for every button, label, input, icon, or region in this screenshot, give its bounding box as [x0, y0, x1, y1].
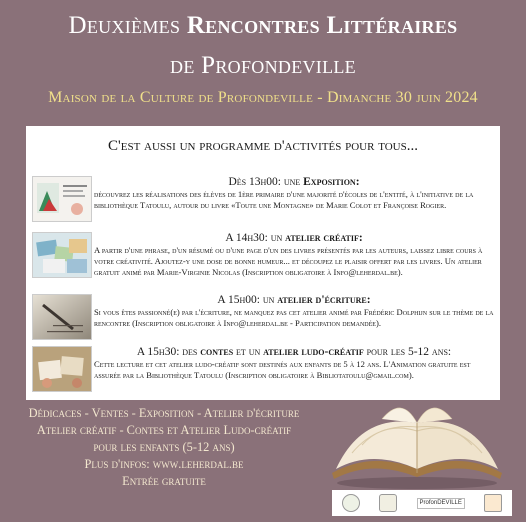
sponsor-logos [332, 490, 512, 516]
title-line-1 [0, 10, 526, 42]
activity-writing-description: Si vous êtes passionné(e) par l'écriture, ne manquez pas cet atelier animé par Frédéric Dolphijn sur le thème de la rencontre (Inscription obligatoire à Info@leherdal.be - Participation demandée). [94, 307, 494, 328]
sponsor-crest-icon [379, 494, 397, 512]
event-subtitle: Maison de la Culture de Profondeville - Dimanche 30 juin 2024 [48, 89, 478, 106]
program-panel [26, 126, 500, 400]
sponsor-seal-icon [342, 494, 360, 512]
writing-workshop-photo-icon [32, 294, 92, 340]
title-deuxiemes: Deuxièmes [68, 12, 181, 39]
activity-writing-title: A 15h00: un atelier d'écriture: [217, 294, 371, 306]
open-book-icon [322, 393, 512, 491]
activity-exposition-description: découvrez les réalisations des élèves de 1ère primaire d'une majorité d'écoles de l'entité, à l'initiative de la bibliothèque Tatoulu, autour du livre «Toute une Montagne» de Marie Colot et Françoise Rogier. [94, 189, 474, 210]
title-line-2: de Profondeville [170, 52, 356, 79]
sponsor-logo-profondeville: ProfonDEVILLE [417, 498, 465, 509]
title-rencontres: Rencontres Littéraires [186, 12, 458, 39]
footer-line-5: Entrée gratuite [122, 474, 206, 488]
footer-line-2: Atelier créatif - Contes et Atelier Ludo-créatif [36, 423, 292, 437]
activity-creative-title: A 14h30: un atelier créatif: [225, 232, 363, 244]
activity-creative-description: A partir d'une phrase, d'un résumé ou d'une page d'un des livres présentés par les auteurs, laissez libre cours à votre créativité. Ajoutez-y une dose de bonne humeur... et découpez le plaisir offert par les livres. Un atelier gratuit animé par Marie-Virginie Nicolas (Inscription obligatoire à Info@leherdal.be). [94, 245, 483, 277]
sponsor-federation-icon [484, 494, 502, 512]
activity-creative-workshop [32, 232, 496, 280]
storytelling-photo-icon [32, 346, 92, 392]
footer-line-1: Dédicaces - Ventes - Exposition - Atelier d'écriture [28, 406, 300, 420]
event-title [0, 10, 526, 82]
exhibition-photo-icon [32, 176, 92, 222]
footer-line-4: Plus d'infos: www.leherdal.be [84, 457, 244, 471]
activity-exposition [32, 176, 496, 224]
activity-contes [32, 346, 496, 394]
program-heading: C'est aussi un programme d'activités pour tous... [108, 138, 418, 154]
footer-line-3: pour les enfants (5-12 ans) [93, 440, 235, 454]
activity-contes-description: Cette lecture et cet atelier ludo-créatif sont destinés aux enfants de 5 à 12 ans. L'Animation gratuite est assurée par la Bibliothèque Tatoulu (Inscription obligatoire à Bibliotatoulu@gmail.com). [94, 359, 471, 380]
activity-writing-workshop [32, 294, 496, 342]
activity-contes-title: A 15h30: des contes et un atelier ludo-créatif pour les 5-12 ans: [136, 346, 452, 358]
creative-workshop-photo-icon [32, 232, 92, 278]
activity-exposition-title: Dès 13h00: une Exposition: [228, 176, 360, 188]
footer-info [14, 405, 314, 490]
